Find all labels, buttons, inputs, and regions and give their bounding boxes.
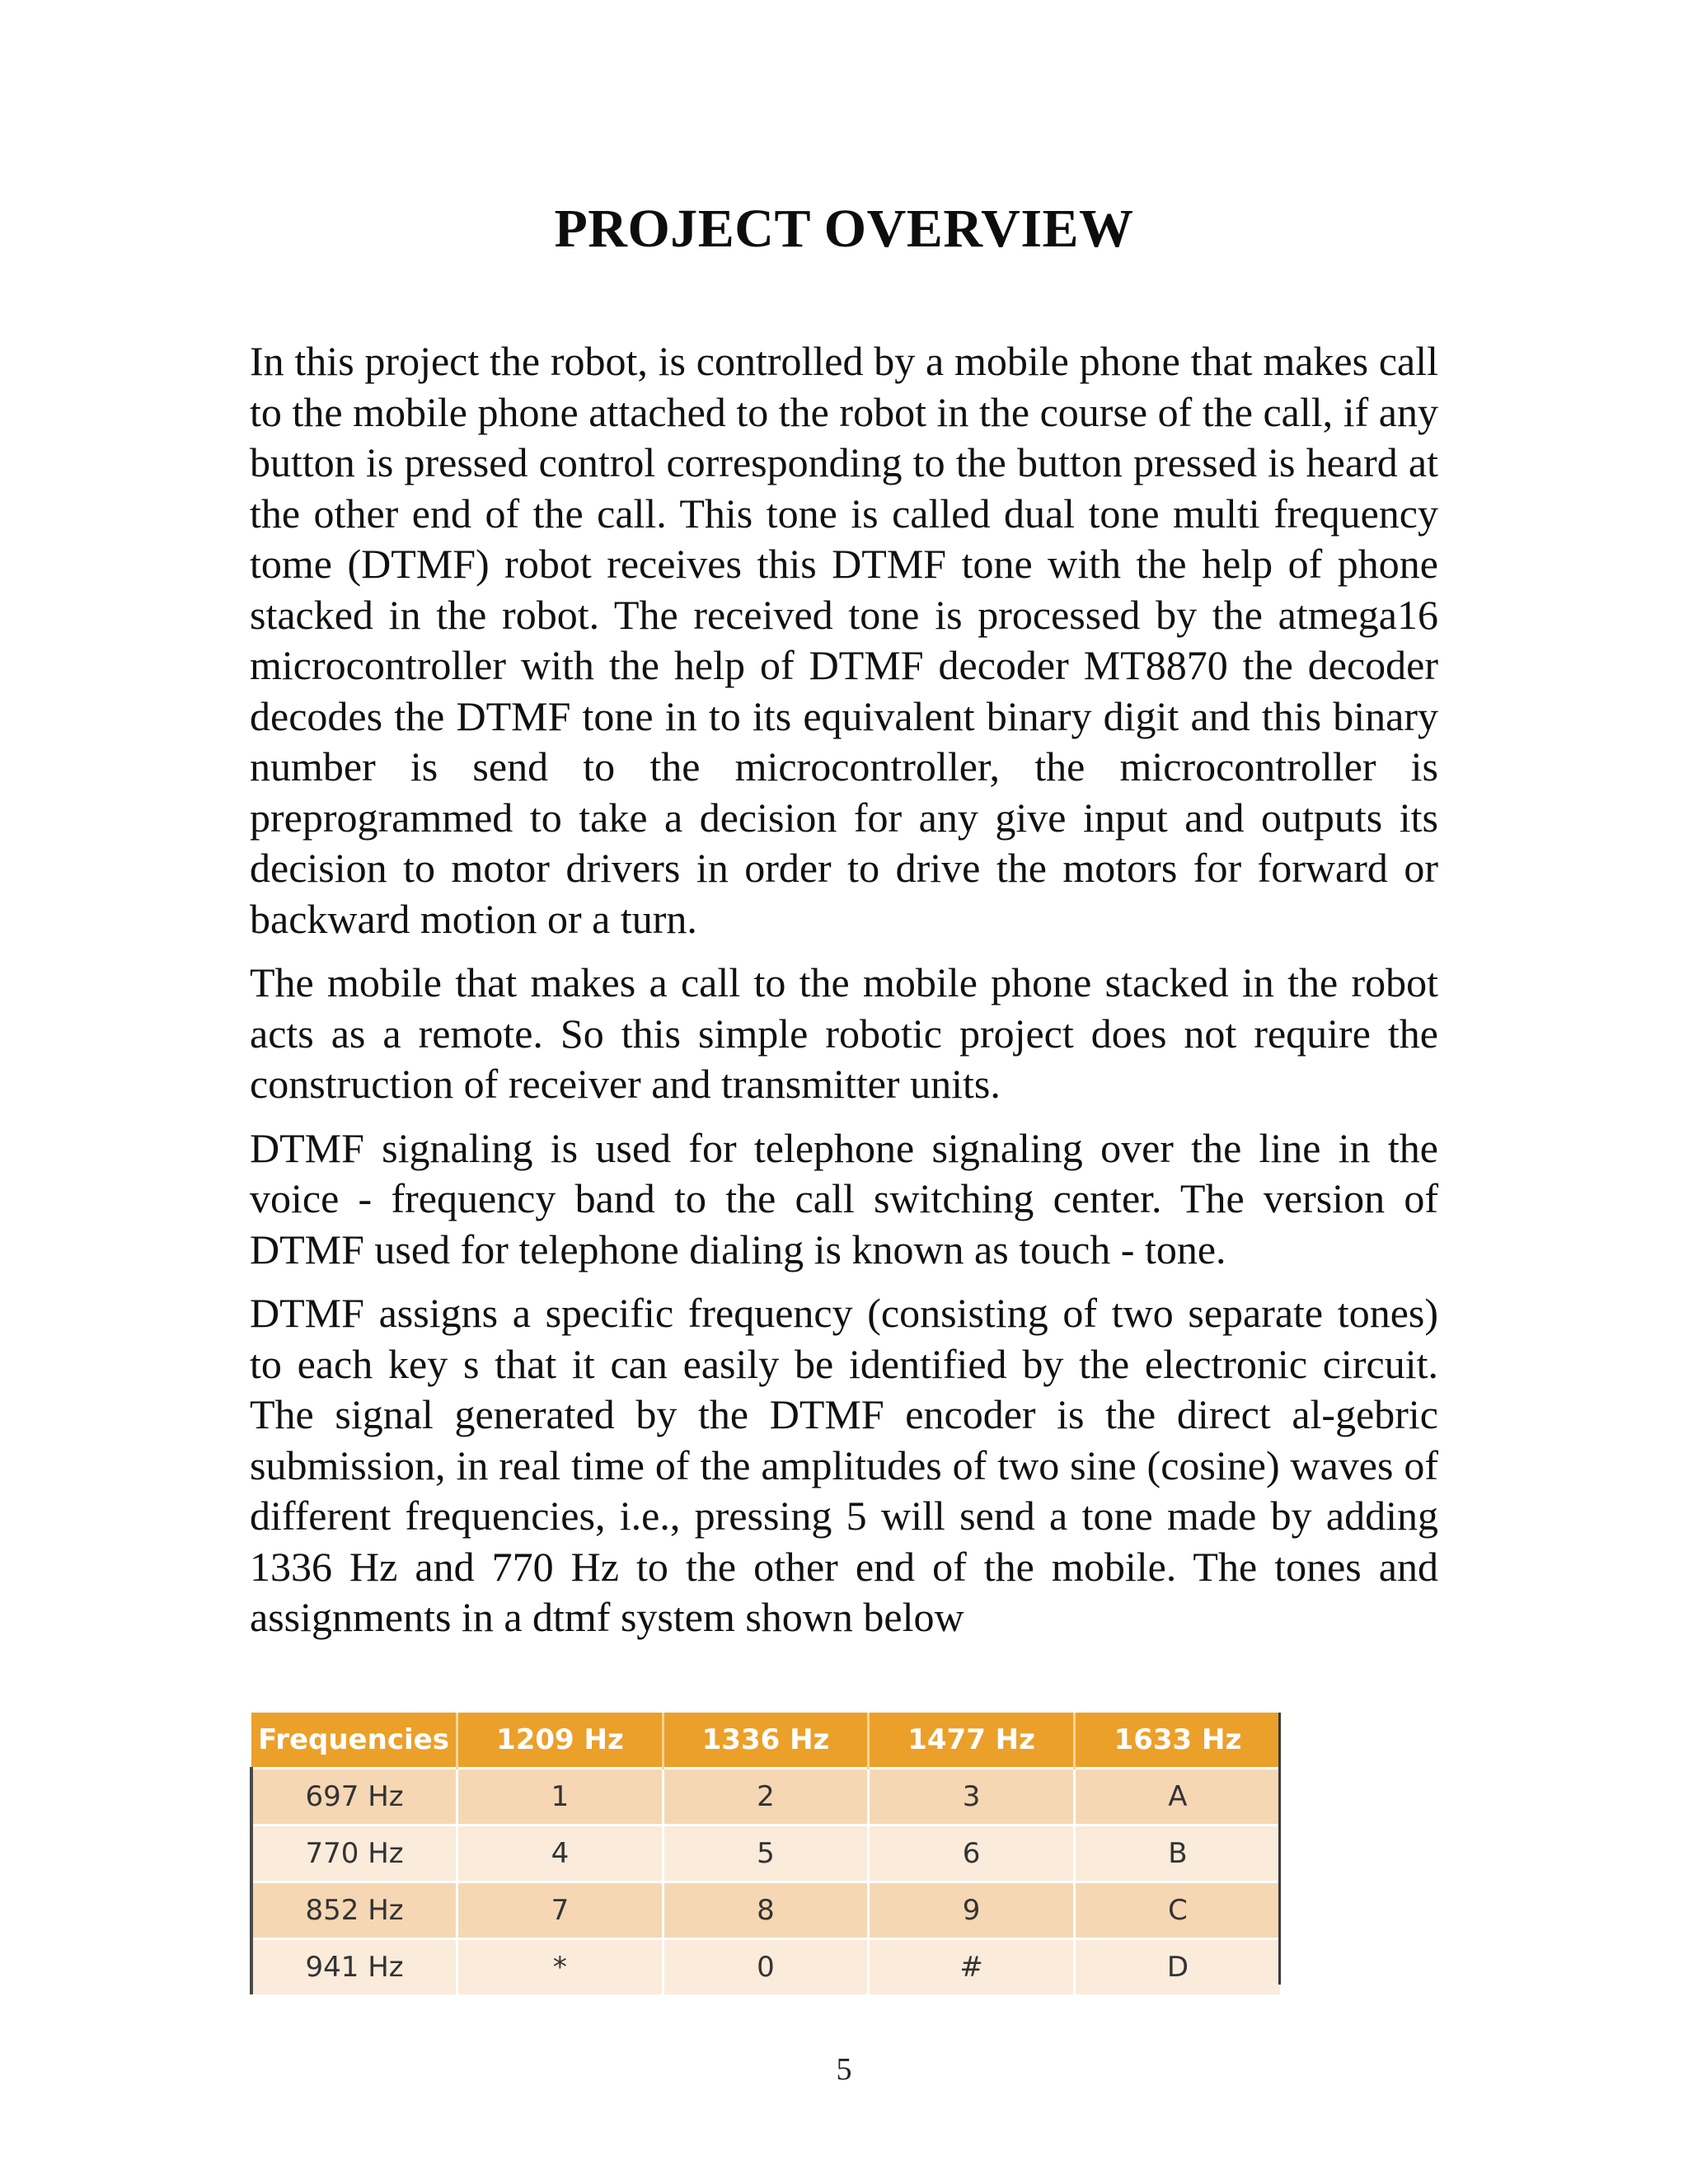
table-header-cell: 1209 Hz [457, 1713, 663, 1769]
table-cell: 3 [869, 1769, 1075, 1825]
table-header-cell: 1477 Hz [869, 1713, 1075, 1769]
body-text [250, 336, 1438, 1657]
paragraph-signaling: DTMF signaling is used for telephone signaling over the line in the voice - frequency band to the call switching center. The version of DTMF used for telephone dialing is known as touch - tone. [250, 1124, 1438, 1272]
table-cell: 1 [457, 1769, 663, 1825]
table-cell: 8 [663, 1882, 869, 1939]
page-title: PROJECT OVERVIEW [554, 199, 1134, 259]
table-cell: 5 [663, 1825, 869, 1882]
dtmf-frequency-table [250, 1713, 1280, 1994]
page-number: 5 [836, 2052, 852, 2087]
table-cell: A [1074, 1769, 1280, 1825]
paragraph-frequency-assignment: DTMF assigns a specific frequency (consisting of two separate tones) to each key s that it can easily be identified by the electronic circuit. The signal generated by the DTMF encoder is the direct al-gebric submission, in real time of the amplitudes of two sine (cosine) waves of different frequencies, i.e., pressing 5 will send a tone made by adding 1336 Hz and 770 Hz to the other end of the mobile. The tones and assignments in a dtmf system shown below [250, 1290, 1438, 1640]
paragraph-remote: The mobile that makes a call to the mobile phone stacked in the robot acts as a remote. So this simple robotic project does not require the construction of receiver and transmitter units. [250, 959, 1438, 1107]
table-header-cell: 1336 Hz [663, 1713, 869, 1769]
table-row [251, 1769, 1280, 1825]
row-frequency-cell: 852 Hz [251, 1882, 457, 1939]
table-cell: 6 [869, 1825, 1075, 1882]
table-row [251, 1825, 1280, 1882]
table-header-row [251, 1713, 1280, 1769]
table-cell: 7 [457, 1882, 663, 1939]
table-cell: 0 [663, 1939, 869, 1995]
table-row [251, 1939, 1280, 1995]
table-cell: D [1074, 1939, 1280, 1995]
table-cell: 4 [457, 1825, 663, 1882]
table-cell: C [1074, 1882, 1280, 1939]
row-frequency-cell: 941 Hz [251, 1939, 457, 1995]
paragraph-overview: In this project the robot, is controlled by a mobile phone that makes call to the mobile phone attached to the robot in the course of the call, if any button is pressed control corresponding to the button pressed is heard at the other end of the call. This tone is called dual tone multi frequency tome (DTMF) robot receives this DTMF tone with the help of phone stacked in the robot. The received tone is processed by the atmega16 microcontroller with the help of DTMF decoder MT8870 the decoder decodes the DTMF tone in to its equivalent binary digit and this binary number is send to the microcontroller, the microcontroller is preprogrammed to take a decision for any give input and outputs its decision to motor drivers in order to drive the motors for forward or backward motion or a turn. [250, 338, 1438, 942]
table-header-cell: Frequencies [251, 1713, 457, 1769]
table-cell: # [869, 1939, 1075, 1995]
table-header-cell: 1633 Hz [1074, 1713, 1280, 1769]
table-row [251, 1882, 1280, 1939]
row-frequency-cell: 770 Hz [251, 1825, 457, 1882]
table-cell: B [1074, 1825, 1280, 1882]
table-cell: 9 [869, 1882, 1075, 1939]
table-cell: * [457, 1939, 663, 1995]
table-right-border [1278, 1713, 1281, 1985]
table-cell: 2 [663, 1769, 869, 1825]
row-frequency-cell: 697 Hz [251, 1769, 457, 1825]
